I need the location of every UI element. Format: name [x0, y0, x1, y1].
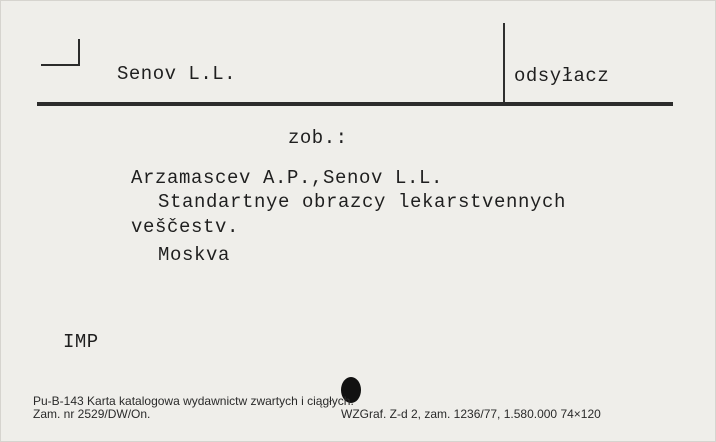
heading-rule [37, 102, 673, 106]
heading-author: Senov L.L. [117, 63, 237, 85]
see-reference-label: zob.: [288, 127, 348, 149]
imprint-line-2-right: WZGraf. Z-d 2, zam. 1236/77, 1.580.000 74×120 [341, 407, 601, 421]
location-code: IMP [63, 331, 99, 353]
corner-mark [41, 39, 80, 66]
heading-divider [503, 23, 505, 103]
heading-entry-type: odsyłacz [514, 65, 610, 87]
entry-title: Standartnye obrazcy lekarstvennych [158, 191, 567, 213]
entry-title-continued: veščestv. [131, 216, 240, 238]
imprint-line-2-left: Zam. nr 2529/DW/On. [33, 407, 151, 421]
entry-place: Moskva [158, 244, 231, 266]
imprint-line-1: Pu-B-143 Karta katalogowa wydawnictw zwartych i ciągłych. [33, 394, 354, 408]
entry-authors: Arzamascev A.P.,Senov L.L. [131, 167, 444, 189]
